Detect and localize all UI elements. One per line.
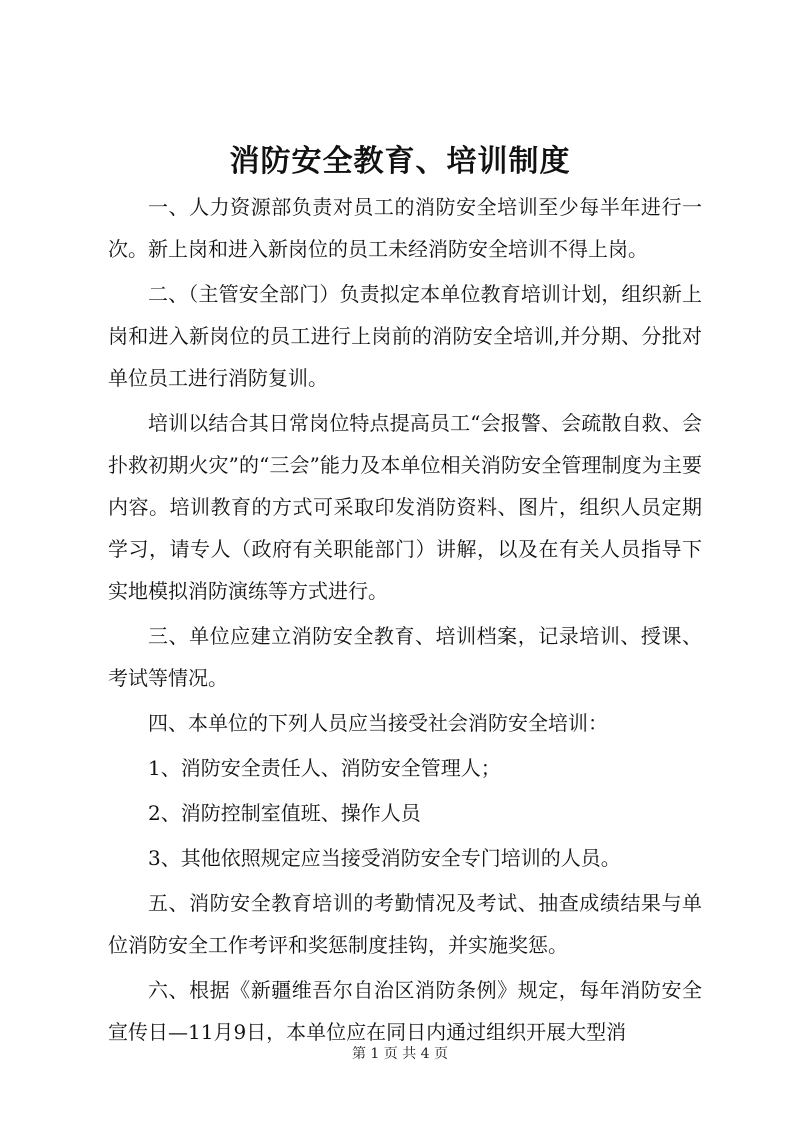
paragraph-5: 四、本单位的下列人员应当接受社会消防安全培训： [148,711,608,735]
list-item-1: 1、消防安全责任人、消防安全管理人； [148,756,501,780]
document-body [108,186,702,1053]
paragraph-6: 五、消防安全教育培训的考勤情况及考试、抽查成绩结果与单位消防安全工作考评和奖惩制度挂钩，并实施奖惩。 [108,891,702,957]
page-footer: 第 1 页 共 4 页 [351,1046,449,1062]
list-item-2: 2、消防控制室值班、操作人员 [148,801,421,825]
list-item-3: 3、其他依照规定应当接受消防安全专门培训的人员。 [148,846,621,870]
document-title: 消防安全教育、培训制度 [229,144,571,179]
paragraph-2: 二、（主管安全部门）负责拟定本单位教育培训计划，组织新上岗和进入新岗位的员工进行上岗前的消防安全培训,并分期、分批对单位员工进行消防复训。 [108,282,702,390]
paragraph-1: 一、人力资源部负责对员工的消防安全培训至少每半年进行一次。新上岗和进入新岗位的员工未经消防安全培训不得上岗。 [108,195,702,261]
paragraph-7: 六、根据《新疆维吾尔自治区消防条例》规定，每年消防安全宣传日—11月9日，本单位应在同日内通过组织开展大型消 [108,978,702,1044]
paragraph-4: 三、单位应建立消防安全教育、培训档案，记录培训、授课、考试等情况。 [108,624,702,690]
paragraph-3: 培训以结合其日常岗位特点提高员工“会报警、会疏散自救、会扑救初期火灾”的“三会”能力及本单位相关消防安全管理制度为主要内容。培训教育的方式可采取印发消防资料、图片，组织人员定期学习，请专人（政府有关职能部门）讲解，以及在有关人员指导下实地模拟消防演练等方式进行。 [108,411,702,603]
